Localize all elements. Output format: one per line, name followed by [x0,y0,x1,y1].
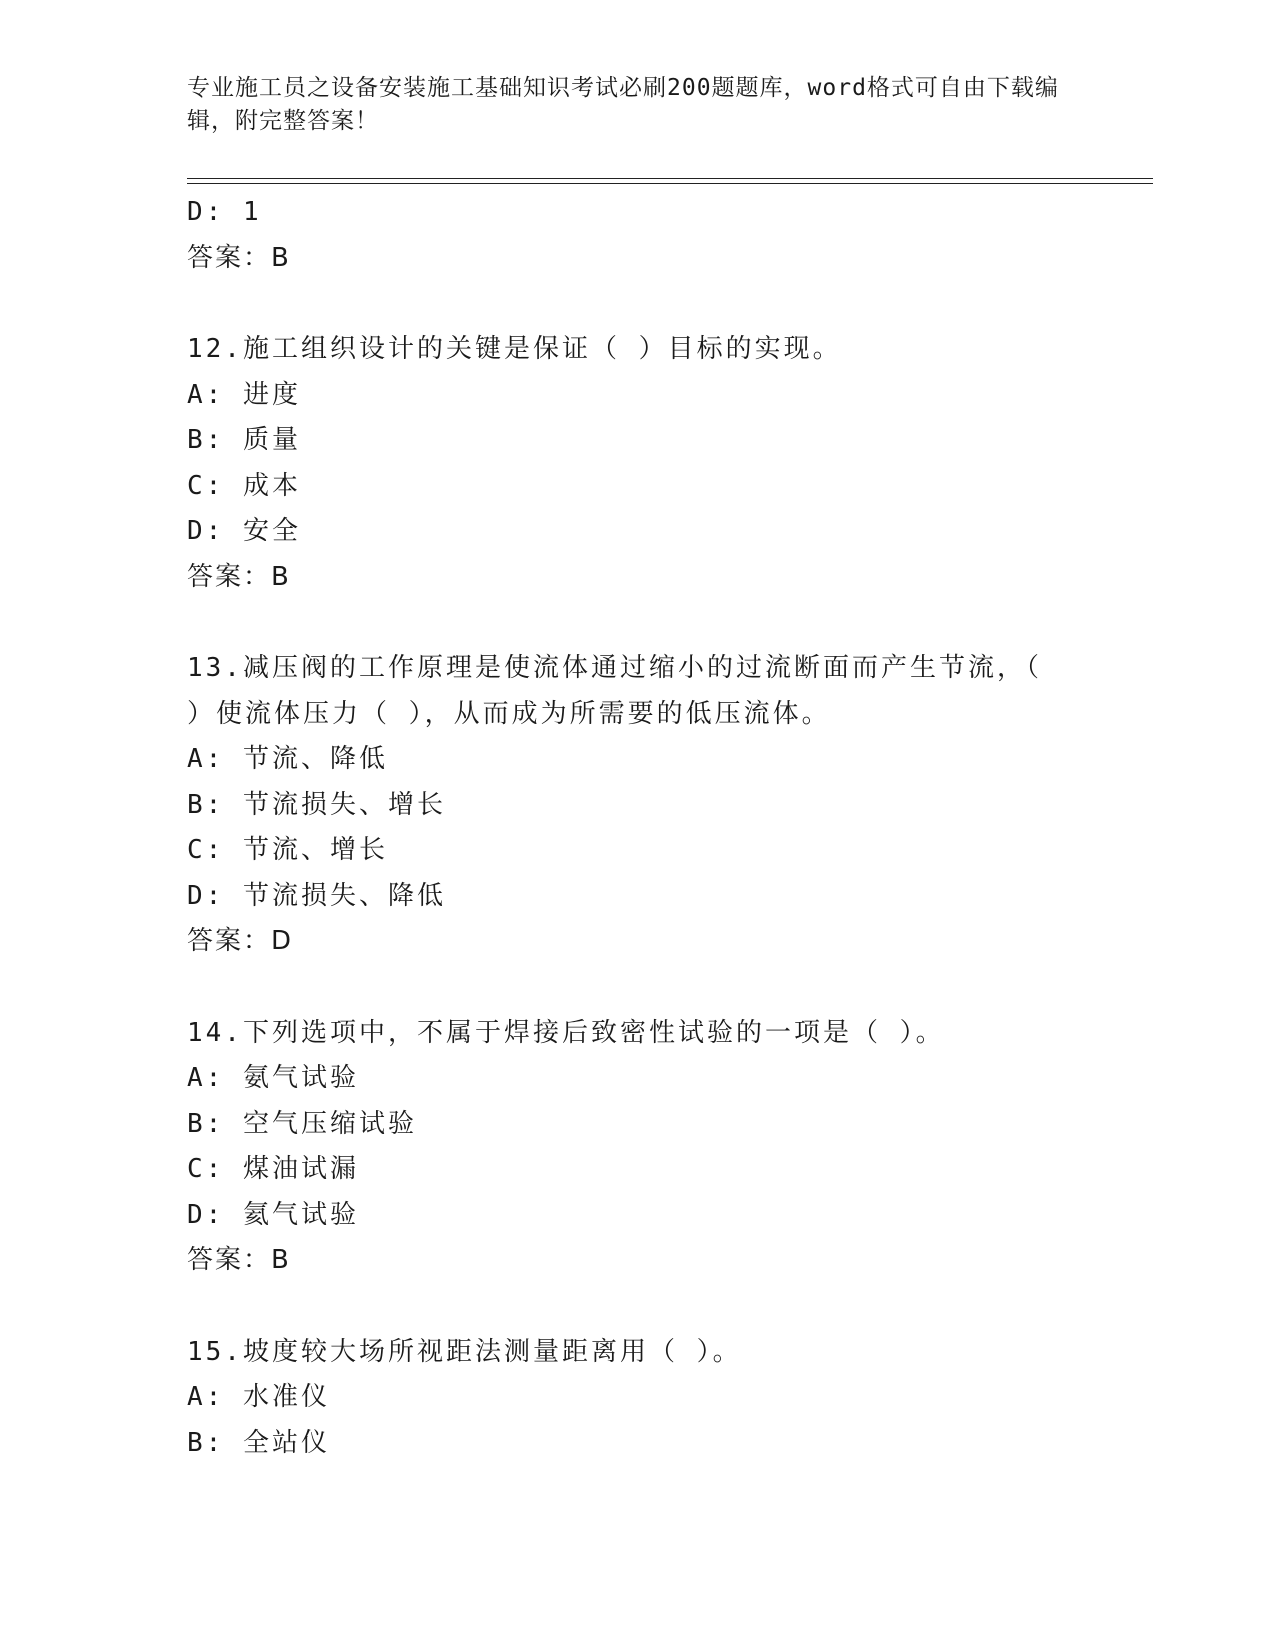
answer-line: 答案：B [187,1245,291,1275]
answer-line: 答案：D [187,926,294,956]
question-text: 13.减压阀的工作原理是使流体通过缩小的过流断面而产生节流，（ ）使流体压力（ ），从而成为所需要的低压流体。 [187,653,1042,729]
option-a: A: 进度 [187,379,301,410]
document-header [187,72,1087,138]
question-text: 14.下列选项中，不属于焊接后致密性试验的一项是（ ）。 [187,1017,945,1048]
option-d: D: 安全 [187,516,301,546]
spacer [187,281,1153,327]
question-list [187,190,1153,1466]
question-12 [187,327,1153,600]
answer-line: 答案：B [187,242,291,273]
option-b: B: 质量 [187,425,301,455]
spacer [187,965,1153,1011]
header-rule-bottom [187,183,1153,184]
question-13 [187,646,1153,965]
option-c: C: 成本 [187,470,301,501]
question-text: 12.施工组织设计的关键是保证（ ）目标的实现。 [187,334,842,364]
spacer [187,1284,1153,1330]
option-a: A: 水准仪 [187,1382,330,1412]
option-b: B: 节流损失、增长 [187,789,446,820]
option-a: A: 氨气试验 [187,1063,359,1093]
option-a: A: 节流、降低 [187,744,388,774]
spacer [187,600,1153,646]
option-d: D: 氦气试验 [187,1199,359,1230]
header-rule-top [187,178,1153,179]
option-c: C: 节流、增长 [187,835,388,865]
header-title: 专业施工员之设备安装施工基础知识考试必刷200题题库，word格式可自由下载编辑，附完整答案！ [187,75,1059,134]
question-14 [187,1011,1153,1284]
option-b: B: 空气压缩试验 [187,1108,417,1139]
option-b: B: 全站仪 [187,1427,330,1458]
option-c: C: 煤油试漏 [187,1154,359,1184]
question-15 [187,1330,1153,1467]
option-d: D: 节流损失、降低 [187,880,446,911]
answer-line: 答案：B [187,561,291,592]
question-text: 15.坡度较大场所视距法测量距离用（ ）。 [187,1336,742,1367]
option-d: D: 1 [187,197,262,227]
